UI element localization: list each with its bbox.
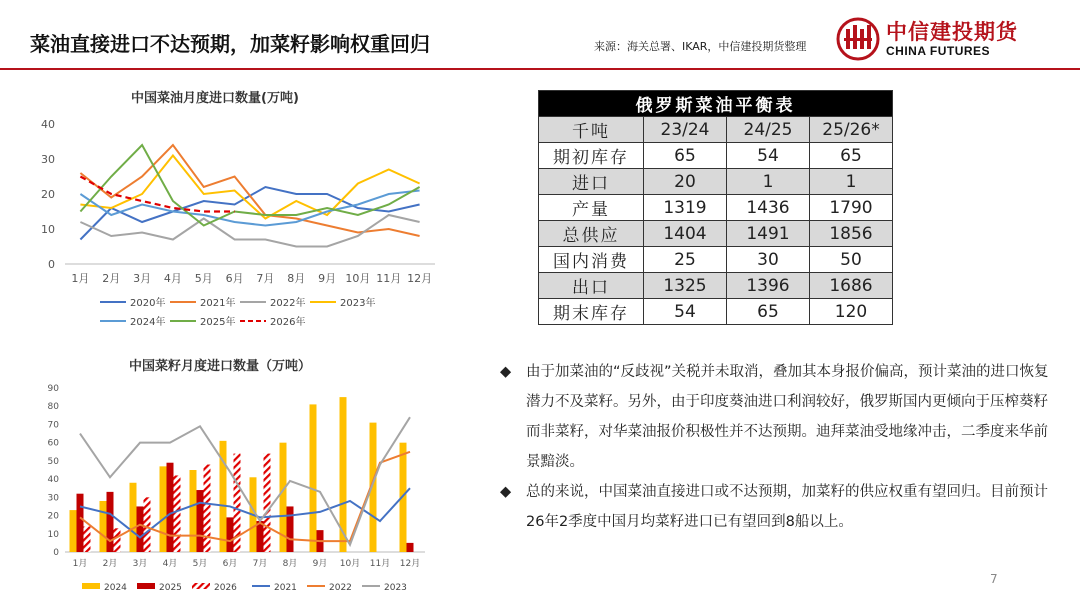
table-cell: 120: [810, 299, 893, 325]
bar-2025: [227, 517, 234, 552]
table-row: [539, 195, 893, 221]
legend-label: 2023年: [340, 298, 376, 309]
legend-label: 2025: [159, 583, 182, 593]
bar-2024: [160, 466, 167, 552]
row-label: 国内消费: [539, 247, 644, 273]
legend-label: 2021: [274, 583, 297, 593]
y-tick-label: 40: [41, 118, 55, 131]
balance-header-row: [539, 117, 893, 143]
table-cell: 20: [644, 169, 727, 195]
balance-title: 俄罗斯菜油平衡表: [539, 91, 893, 117]
bar-2025: [197, 490, 204, 552]
table-row: [539, 221, 893, 247]
column-header: 24/25: [727, 117, 810, 143]
bullet-text: 总的来说，中国菜油直接进口或不达预期，加菜籽的供应权重有望回归。目前预计26年2季度中国月均菜籽进口已有望回到8船以上。: [526, 484, 1048, 530]
row-label: 期末库存: [539, 299, 644, 325]
russia-balance-table: [538, 90, 893, 325]
row-label: 进口: [539, 169, 644, 195]
balance-title-row: [539, 91, 893, 117]
x-tick-label: 4月: [163, 272, 182, 285]
bar-2024: [100, 501, 107, 552]
table-cell: 1: [727, 169, 810, 195]
row-label: 总供应: [539, 221, 644, 247]
x-tick-label: 8月: [282, 559, 298, 569]
row-label: 产量: [539, 195, 644, 221]
column-header: 23/24: [644, 117, 727, 143]
legend-label: 2024年: [130, 317, 166, 328]
y-tick-label: 60: [47, 438, 59, 449]
y-tick-label: 50: [47, 456, 59, 467]
legend-label: 2026: [214, 583, 237, 593]
logo-english: CHINA FUTURES: [886, 44, 991, 58]
column-header: 千吨: [539, 117, 644, 143]
table-cell: 25: [644, 247, 727, 273]
bar-2025: [137, 506, 144, 552]
table-row: [539, 299, 893, 325]
logo-chinese: 中信建投期货: [886, 20, 1018, 44]
y-tick-label: 10: [47, 529, 59, 540]
x-tick-label: 10月: [339, 559, 361, 569]
table-cell: 65: [727, 299, 810, 325]
x-tick-label: 3月: [133, 272, 152, 285]
chart-title: 中国菜油月度进口数量(万吨): [131, 91, 299, 106]
table-cell: 30: [727, 247, 810, 273]
table-cell: 50: [810, 247, 893, 273]
y-tick-label: 90: [47, 384, 59, 394]
bar-2024: [310, 404, 317, 552]
legend-swatch: [82, 583, 100, 589]
y-tick-label: 0: [48, 258, 55, 271]
x-tick-label: 11月: [376, 272, 402, 285]
legend-label: 2020年: [130, 298, 166, 309]
x-tick-label: 8月: [287, 272, 306, 285]
column-header: 25/26*: [810, 117, 893, 143]
table-cell: 65: [644, 143, 727, 169]
legend-label: 2024: [104, 583, 127, 593]
x-tick-label: 11月: [369, 559, 391, 569]
x-tick-label: 1月: [71, 272, 90, 285]
table-cell: 1436: [727, 195, 810, 221]
page-number: 7: [990, 572, 998, 586]
bar-2026: [114, 528, 121, 552]
legend-swatch: [137, 583, 155, 589]
row-label: 出口: [539, 273, 644, 299]
table-cell: 1686: [810, 273, 893, 299]
table-cell: 54: [727, 143, 810, 169]
bar-2025: [257, 521, 264, 552]
bar-2025: [407, 543, 414, 552]
y-tick-label: 70: [47, 420, 59, 431]
bar-2025: [77, 494, 84, 552]
chart-title: 中国菜籽月度进口数量（万吨）: [128, 359, 312, 374]
diamond-bullet-icon: ◆: [500, 484, 512, 500]
table-cell: 1: [810, 169, 893, 195]
series-line-2021年: [80, 145, 419, 236]
bullet-text: 由于加菜油的“反歧视”关税并未取消，叠加其本身报价偏高，预计菜油的进口恢复潜力不及菜籽。另外，由于印度葵油进口利润较好，俄罗斯国内更倾向于压榨葵籽而非菜籽，对华菜油报价积极性并不达预期。迪拜菜油受地缘冲击，二季度来华前景黯淡。: [526, 364, 1049, 470]
bullet-point: [500, 357, 1050, 477]
x-tick-label: 12月: [407, 272, 433, 285]
header-divider: [0, 68, 1080, 70]
x-tick-label: 2月: [102, 559, 118, 569]
x-tick-label: 5月: [192, 559, 208, 569]
bullet-point: [500, 477, 1050, 537]
series-line-2025年: [80, 145, 419, 226]
bar-2025: [167, 463, 174, 552]
x-tick-label: 1月: [72, 559, 88, 569]
y-tick-label: 20: [41, 188, 55, 201]
y-tick-label: 80: [47, 402, 59, 413]
table-cell: 1396: [727, 273, 810, 299]
bar-2024: [70, 510, 77, 552]
bar-2026: [264, 454, 271, 552]
x-tick-label: 6月: [222, 559, 238, 569]
legend-swatch: [192, 583, 210, 589]
row-label: 期初库存: [539, 143, 644, 169]
legend-label: 2022年: [270, 298, 306, 309]
y-tick-label: 0: [53, 548, 59, 558]
diamond-bullet-icon: ◆: [500, 364, 512, 380]
page-title: 菜油直接进口不达预期，加菜籽影响权重回归: [30, 32, 430, 56]
logo-emblem-icon: [836, 16, 880, 62]
bar-2024: [190, 470, 197, 552]
table-cell: 1319: [644, 195, 727, 221]
x-tick-label: 4月: [162, 559, 178, 569]
table-cell: 1491: [727, 221, 810, 247]
bar-2026: [144, 497, 151, 552]
table-cell: 65: [810, 143, 893, 169]
y-tick-label: 30: [41, 153, 55, 166]
x-tick-label: 5月: [194, 272, 213, 285]
table-row: [539, 247, 893, 273]
table-row: [539, 143, 893, 169]
x-tick-label: 10月: [345, 272, 371, 285]
y-tick-label: 10: [41, 223, 55, 236]
rapeseed-import-chart: [30, 352, 450, 600]
bar-2026: [174, 475, 181, 552]
source-note: 来源：海关总署、IKAR，中信建投期货整理: [594, 40, 807, 53]
x-tick-label: 3月: [132, 559, 148, 569]
table-cell: 1856: [810, 221, 893, 247]
x-tick-label: 2月: [102, 272, 121, 285]
legend-label: 2023: [384, 583, 407, 593]
x-tick-label: 12月: [399, 559, 421, 569]
table-cell: 54: [644, 299, 727, 325]
table-cell: 1404: [644, 221, 727, 247]
bar-2025: [287, 506, 294, 552]
commentary: [500, 357, 1050, 537]
y-tick-label: 40: [47, 475, 59, 486]
legend-label: 2025年: [200, 317, 236, 328]
x-tick-label: 9月: [312, 559, 328, 569]
x-tick-label: 6月: [225, 272, 244, 285]
table-row: [539, 169, 893, 195]
x-tick-label: 7月: [252, 559, 268, 569]
table-cell: 1325: [644, 273, 727, 299]
table-row: [539, 273, 893, 299]
rapeseed-oil-import-chart: [30, 84, 450, 334]
x-tick-label: 7月: [256, 272, 275, 285]
table-cell: 1790: [810, 195, 893, 221]
company-logo: [836, 14, 1056, 64]
legend-label: 2022: [329, 583, 352, 593]
y-tick-label: 30: [47, 493, 59, 504]
legend-label: 2026年: [270, 317, 306, 328]
x-tick-label: 9月: [318, 272, 337, 285]
legend-label: 2021年: [200, 298, 236, 309]
bar-2024: [130, 483, 137, 552]
bar-2025: [107, 492, 114, 552]
y-tick-label: 20: [47, 511, 59, 522]
bar-2026: [204, 465, 211, 552]
bar-2026: [84, 526, 91, 552]
